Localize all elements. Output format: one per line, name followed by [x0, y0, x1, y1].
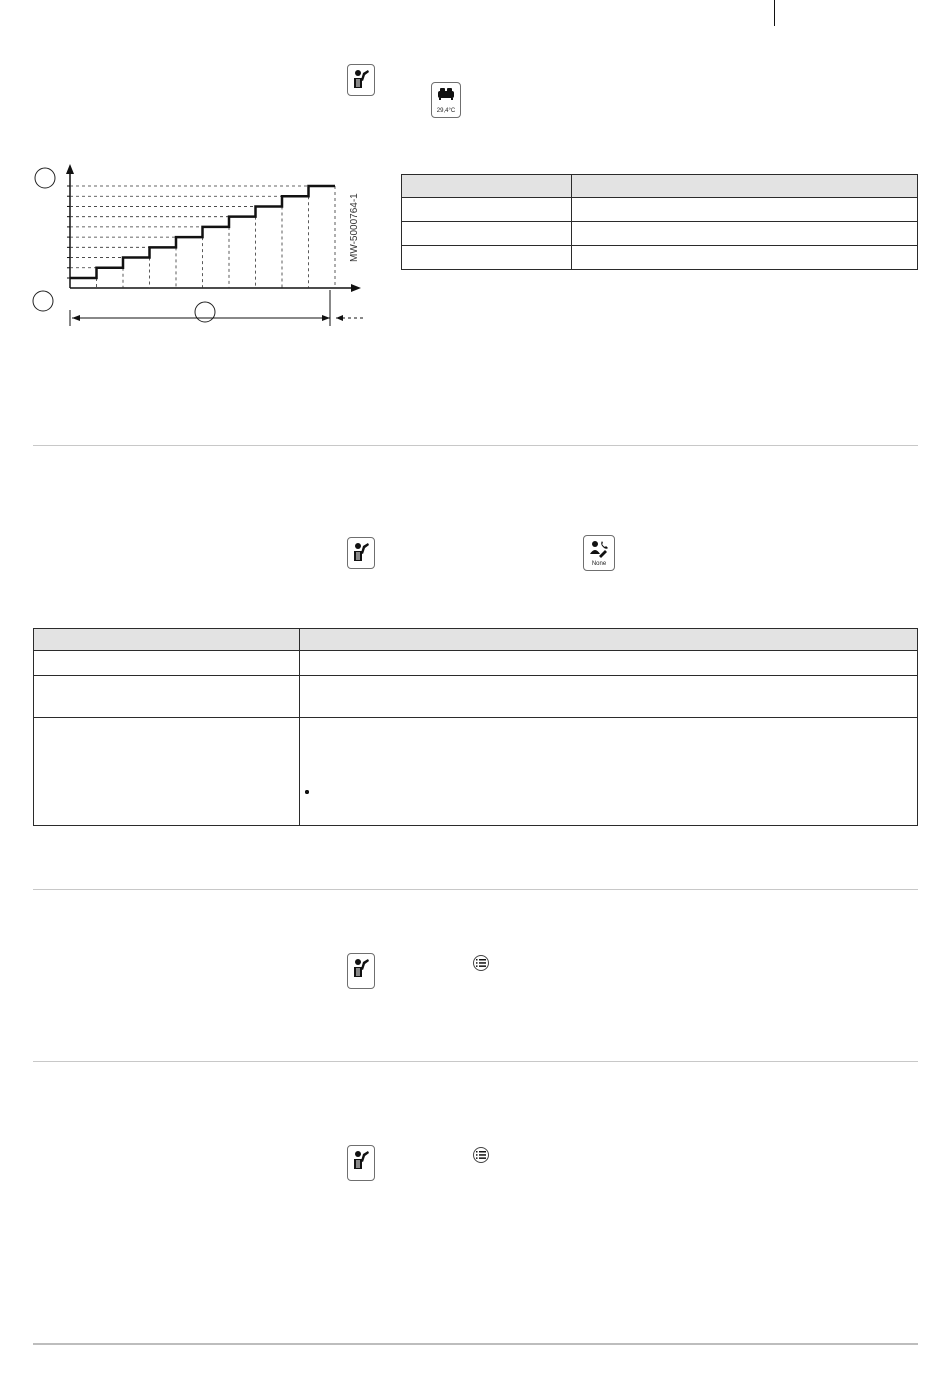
header-marker-line: [774, 0, 775, 26]
duration-arrow-left: [72, 315, 80, 321]
page-footer-divider: [33, 1343, 918, 1345]
service-contact-icon: [589, 540, 609, 563]
section-divider: [33, 1061, 918, 1062]
table2-cell: [34, 676, 300, 718]
table1-cell: [402, 198, 572, 222]
list-menu-button[interactable]: [473, 1147, 489, 1163]
list-menu-icon: [476, 1146, 486, 1164]
installer-menu-button[interactable]: [347, 953, 375, 989]
installer-menu-button[interactable]: [347, 537, 375, 569]
service-contact-caption: None: [591, 561, 607, 567]
x-axis-arrow: [351, 284, 361, 292]
table1-cell: [402, 222, 572, 246]
installer-menu-icon: [352, 69, 370, 94]
table2-header-col2: [300, 629, 918, 651]
zone-sofa-icon: [437, 87, 455, 106]
table2-header-col1: [34, 629, 300, 651]
table1-header-col2: [572, 175, 918, 198]
table1-header-col1: [402, 175, 572, 198]
duration-arrow-ext: [336, 315, 343, 321]
installer-menu-icon: [352, 542, 370, 567]
table2-bullet-cell: [300, 718, 918, 826]
table2-cell: [300, 676, 918, 718]
duration-arrow-right: [322, 315, 330, 321]
list-menu-button[interactable]: [473, 955, 489, 971]
list-menu-icon: [476, 954, 486, 972]
callout-circle-x: [195, 302, 215, 322]
installer-menu-button[interactable]: [347, 1145, 375, 1181]
table1-cell: [572, 222, 918, 246]
horizontal-dashed-guides: [70, 186, 309, 268]
callout-circle-origin: [33, 291, 53, 311]
table2-cell: [300, 651, 918, 676]
parameter-table-2: [33, 628, 918, 826]
parameter-table-1: [401, 174, 918, 270]
table1-cell: [572, 246, 918, 270]
service-contact-button[interactable]: [583, 535, 615, 571]
zone-temperature-button[interactable]: [431, 82, 461, 118]
installer-menu-button[interactable]: [347, 64, 375, 96]
section-divider: [33, 445, 918, 446]
y-axis-arrow: [66, 164, 74, 174]
figure-reference-label: MW-5000764-1: [349, 193, 360, 262]
table2-cell: [34, 651, 300, 676]
section-divider: [33, 889, 918, 890]
table1-cell: [572, 198, 918, 222]
callout-circle-y: [35, 168, 55, 188]
step-curve-diagram: [30, 160, 380, 330]
table2-cell: [34, 718, 300, 826]
step-curve: [70, 186, 335, 278]
table1-cell: [402, 246, 572, 270]
zone-temperature-caption: 29,4°C: [436, 108, 456, 114]
installer-menu-icon: [352, 1150, 370, 1175]
installer-menu-icon: [352, 958, 370, 983]
